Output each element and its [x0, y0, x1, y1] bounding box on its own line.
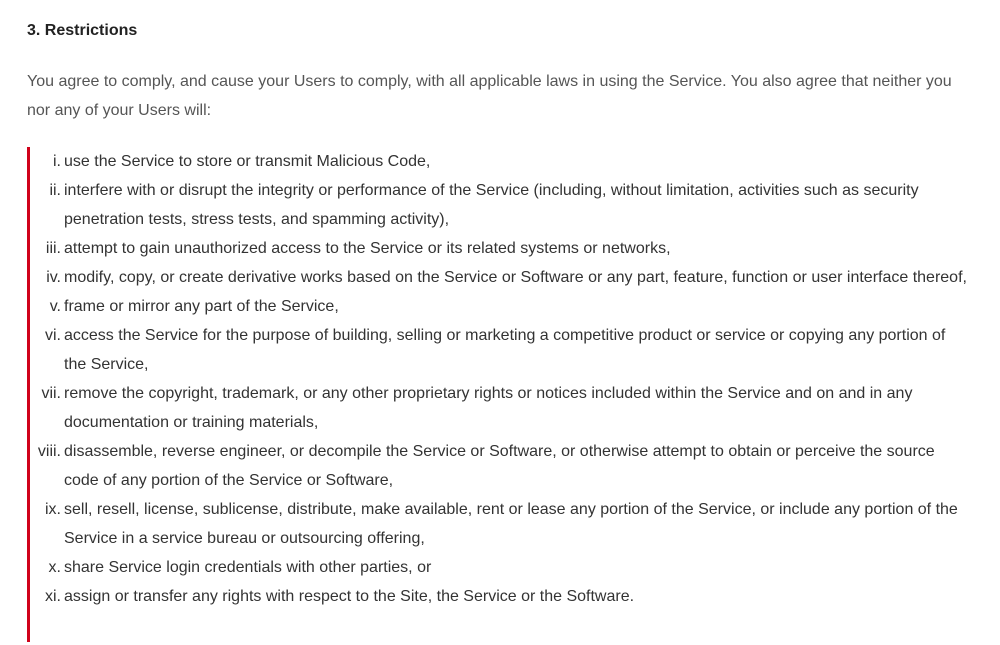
list-numeral: vii. [41, 385, 61, 402]
list-numeral: iv. [46, 269, 61, 286]
list-numeral: ix. [45, 501, 61, 518]
list-item-text: interfere with or disrupt the integrity or performance of the Service (including, without limitation, activities such as security penetration tests, stress tests, and spamming activity), [64, 182, 919, 228]
restrictions-quote-block [27, 147, 977, 642]
list-item [30, 321, 977, 379]
list-numeral: x. [48, 559, 61, 576]
list-item [30, 437, 977, 495]
list-item-text: frame or mirror any part of the Service, [64, 298, 339, 315]
list-numeral: i. [53, 153, 61, 170]
list-item-text: modify, copy, or create derivative works based on the Service or Software or any part, feature, function or user interface thereof, [64, 269, 967, 286]
list-item-text: share Service login credentials with other parties, or [64, 559, 432, 576]
list-item [30, 379, 977, 437]
list-item [30, 292, 977, 321]
list-numeral: xi. [45, 588, 61, 605]
list-numeral: ii. [49, 182, 61, 199]
list-item-text: attempt to gain unauthorized access to the Service or its related systems or networks, [64, 240, 671, 257]
list-item-text: use the Service to store or transmit Malicious Code, [64, 153, 431, 170]
list-item [30, 582, 977, 611]
list-item-text: assign or transfer any rights with respect to the Site, the Service or the Software. [64, 588, 635, 605]
list-item-text: remove the copyright, trademark, or any other proprietary rights or notices included within the Service and on and in any documentation or training materials, [64, 385, 913, 431]
list-item [30, 263, 977, 292]
list-numeral: iii. [45, 240, 61, 257]
list-item [30, 176, 977, 234]
list-item-text: access the Service for the purpose of building, selling or marketing a competitive product or service or copying any portion of the Service, [64, 327, 946, 373]
restrictions-list [30, 147, 977, 611]
list-numeral: viii. [37, 443, 61, 460]
list-item [30, 147, 977, 176]
intro-paragraph: You agree to comply, and cause your Users to comply, with all applicable laws in using the Service. You also agree that neither you nor any of your Users will: [27, 73, 952, 119]
list-item [30, 234, 977, 263]
list-item-text: sell, resell, license, sublicense, distribute, make available, rent or lease any portion of the Service, or include any portion of the Service in a service bureau or outsourcing offering, [64, 501, 958, 547]
list-item [30, 495, 977, 553]
list-numeral: vi. [45, 327, 61, 344]
list-item [30, 553, 977, 582]
list-item-text: disassemble, reverse engineer, or decompile the Service or Software, or otherwise attempt to obtain or perceive the source code of any portion of the Service or Software, [64, 443, 935, 489]
section-heading: 3. Restrictions [27, 22, 138, 39]
list-numeral: v. [49, 298, 61, 315]
